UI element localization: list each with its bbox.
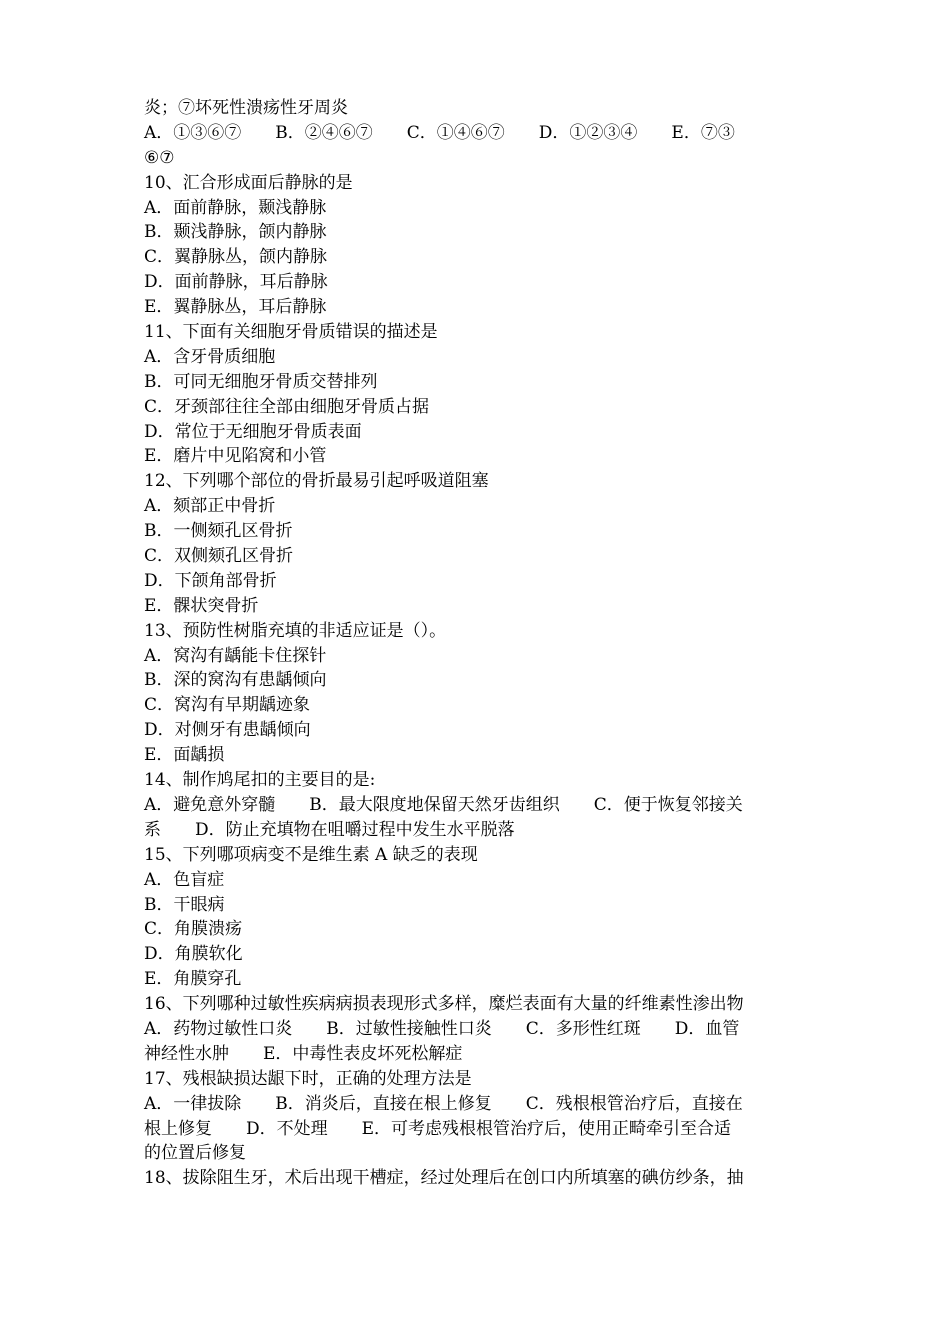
option-e: E．髁状突骨折 xyxy=(144,595,259,616)
option-a: A．含牙骨质细胞 xyxy=(144,346,276,367)
question-13: 13、预防性树脂充填的非适应证是（）。 xyxy=(144,620,447,641)
answer-options-line: A．药物过敏性口炎 B．过敏性接触性口炎 C．多形性红斑 D．血管 xyxy=(144,1018,740,1039)
question-15: 15、下列哪项病变不是维生素 A 缺乏的表现 xyxy=(144,844,478,865)
answer-options-line: A．一律拔除 B．消炎后，直接在根上修复 C．残根根管治疗后，直接在 xyxy=(144,1093,743,1114)
answer-options-line: A．①③⑥⑦ B．②④⑥⑦ C．①④⑥⑦ D．①②③④ E．⑦③ xyxy=(144,122,735,143)
answer-options-line: 的位置后修复 xyxy=(144,1143,246,1164)
question-18: 18、拔除阻生牙，术后出现干槽症，经过处理后在创口内所填塞的碘仿纱条，抽 xyxy=(144,1168,744,1189)
answer-options-line: A．避免意外穿髓 B．最大限度地保留天然牙齿组织 C．便于恢复邻接关 xyxy=(144,794,743,815)
answer-options-line: 系 D．防止充填物在咀嚼过程中发生水平脱落 xyxy=(144,819,515,840)
option-b: B．可同无细胞牙骨质交替排列 xyxy=(144,371,378,392)
question-14: 14、制作鸠尾扣的主要目的是: xyxy=(144,770,376,791)
question-12: 12、下列哪个部位的骨折最易引起呼吸道阻塞 xyxy=(144,471,489,492)
option-e: E．翼静脉丛，耳后静脉 xyxy=(144,297,327,318)
option-d: D．对侧牙有患龋倾向 xyxy=(144,720,311,741)
question-16: 16、下列哪种过敏性疾病病损表现形式多样，糜烂表面有大量的纤维素性渗出物 xyxy=(144,994,744,1015)
question-10: 10、汇合形成面后静脉的是 xyxy=(144,172,353,193)
option-b: B．深的窝沟有患龋倾向 xyxy=(144,670,327,691)
question-11: 11、下面有关细胞牙骨质错误的描述是 xyxy=(144,322,438,343)
document-page xyxy=(144,96,816,1191)
option-a: A．窝沟有龋能卡住探针 xyxy=(144,645,327,666)
option-a: A．面前静脉，颞浅静脉 xyxy=(144,197,327,218)
option-c: C．翼静脉丛，颌内静脉 xyxy=(144,247,328,268)
option-b: B．颞浅静脉，颌内静脉 xyxy=(144,222,327,243)
option-b: B．一侧颏孔区骨折 xyxy=(144,521,293,542)
text-line: ⑥⑦ xyxy=(144,147,175,168)
option-e: E．磨片中见陷窝和小管 xyxy=(144,446,327,467)
option-c: C．窝沟有早期龋迹象 xyxy=(144,695,311,716)
answer-options-line: 神经性水肿 E．中毒性表皮坏死松解症 xyxy=(144,1043,463,1064)
option-b: B．干眼病 xyxy=(144,894,225,915)
option-e: E．面龋损 xyxy=(144,745,225,766)
option-c: C．牙颈部往往全部由细胞牙骨质占据 xyxy=(144,396,430,417)
option-a: A．色盲症 xyxy=(144,869,225,890)
option-e: E．角膜穿孔 xyxy=(144,969,242,990)
option-d: D．常位于无细胞牙骨质表面 xyxy=(144,421,362,442)
option-d: D．面前静脉，耳后静脉 xyxy=(144,272,328,293)
text-line: 炎；⑦坏死性溃疡性牙周炎 xyxy=(144,98,348,118)
option-d: D．下颌角部骨折 xyxy=(144,570,277,591)
question-17: 17、残根缺损达龈下时，正确的处理方法是 xyxy=(144,1068,472,1089)
option-c: C．双侧颏孔区骨折 xyxy=(144,546,294,567)
option-a: A．颏部正中骨折 xyxy=(144,496,276,517)
answer-options-line: 根上修复 D．不处理 E．可考虑残根根管治疗后，使用正畸牵引至合适 xyxy=(144,1118,732,1139)
option-c: C．角膜溃疡 xyxy=(144,919,243,940)
option-d: D．角膜软化 xyxy=(144,944,243,965)
